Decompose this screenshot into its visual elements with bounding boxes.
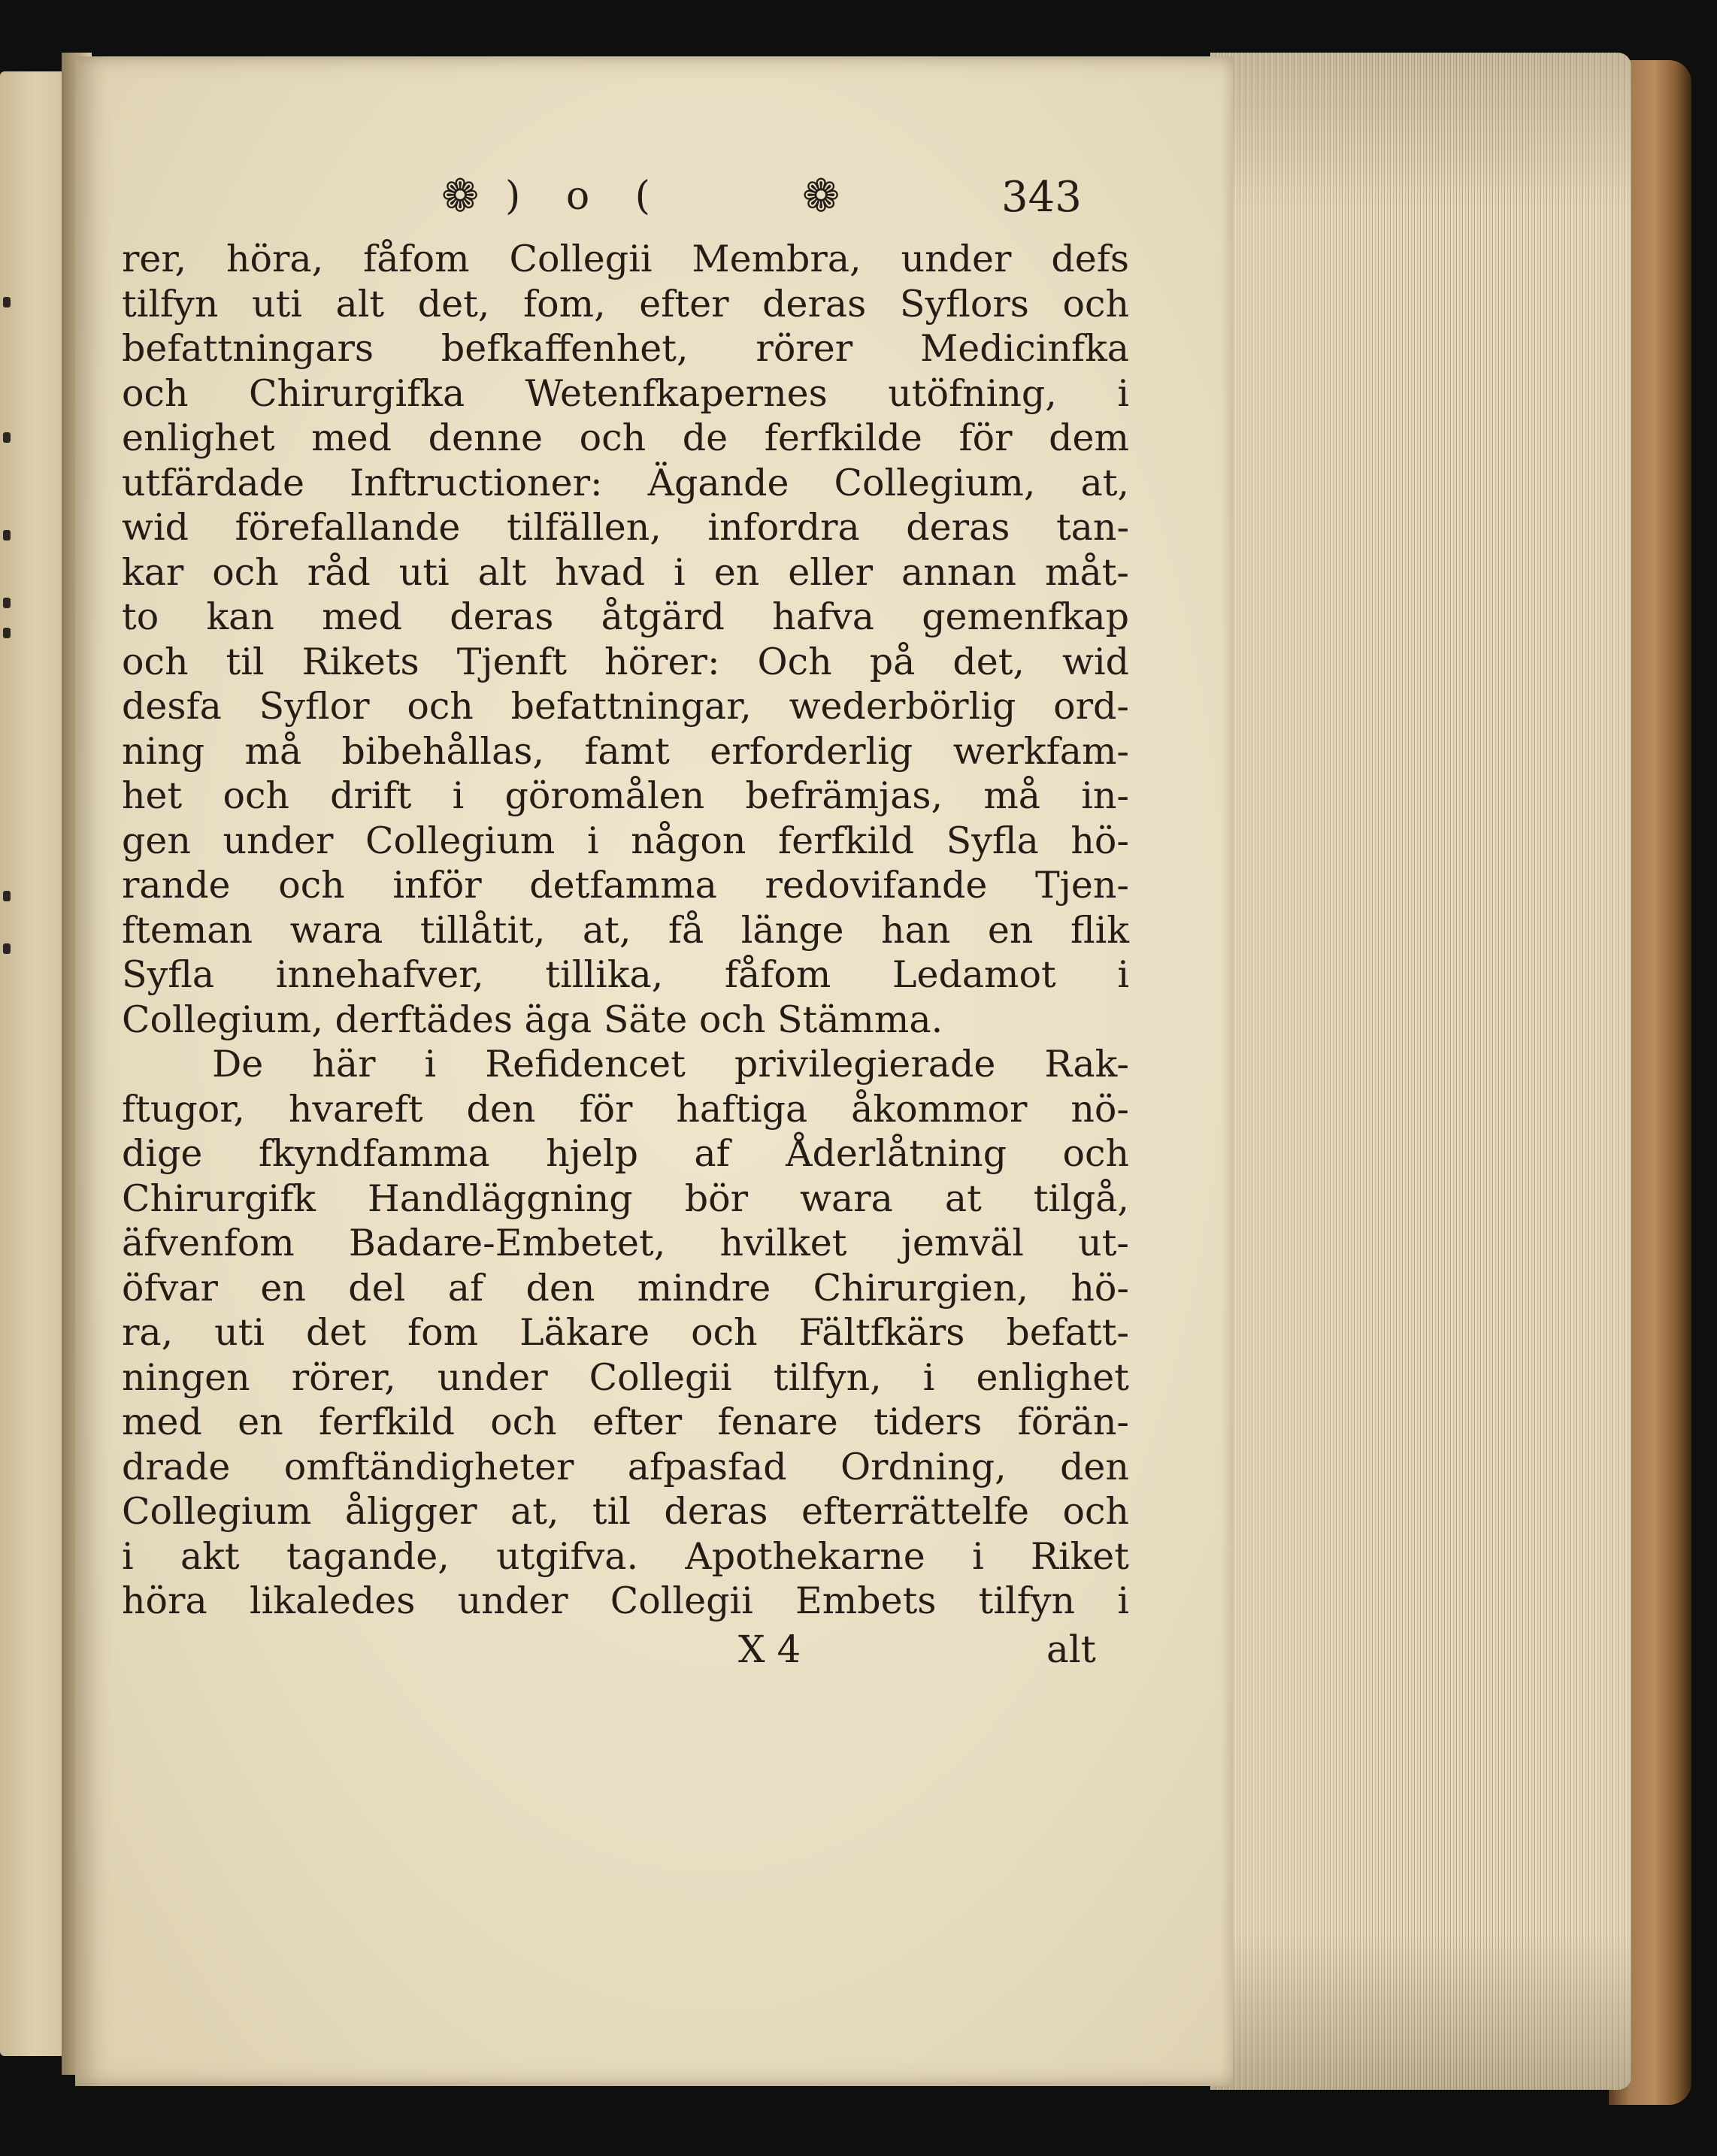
text-line: äfvenfom Badare-Embetet, hvilket jemväl ut- xyxy=(122,1222,1129,1264)
page-edge-stack xyxy=(1210,53,1631,2090)
left-page-ink-mark xyxy=(3,432,11,443)
left-page-ink-mark xyxy=(3,297,11,307)
text-line: ftugor, hvareft den för haftiga åkommor nö- xyxy=(122,1087,1129,1131)
book-page xyxy=(75,56,1233,2086)
text-line: i akt tagande, utgifva. Apothekarne i Riket xyxy=(122,1534,1129,1578)
text-line: rer, höra, fåfom Collegii Membra, under defs xyxy=(122,238,1129,280)
text-line: tilfyn uti alt det, fom, efter deras Syflors och xyxy=(122,282,1129,326)
left-page-ink-mark xyxy=(3,598,11,608)
text-line: het och drift i göromålen befrämjas, må in- xyxy=(122,774,1129,817)
left-page-ink-mark xyxy=(3,628,11,638)
running-head xyxy=(122,169,1129,237)
left-page-ink-mark xyxy=(3,943,11,954)
left-page-ink-mark xyxy=(3,530,11,541)
page-number: 343 xyxy=(1001,173,1082,222)
text-line: fteman wara tillåtit, at, få länge han en flik xyxy=(122,908,1129,952)
text-line: Syfla innehafver, tillika, fåfom Ledamot i xyxy=(122,953,1129,996)
text-line: drade omftändigheter afpasfad Ordning, den xyxy=(122,1445,1129,1488)
text-line: dige fkyndfamma hjelp af Åderlåtning och xyxy=(122,1132,1129,1175)
text-line: kar och råd uti alt hvad i en eller annan måt- xyxy=(122,550,1129,594)
signature-mark: X 4 xyxy=(738,1627,801,1671)
text-line: Chirurgifk Handläggning bör wara at tilgå, xyxy=(122,1176,1129,1220)
text-line: ning må bibehållas, famt erforderlig werkfam- xyxy=(122,729,1129,773)
paragraph-start-line: De här i Refidencet privilegierade Rak- xyxy=(212,1043,1129,1086)
text-line: befattningars befkaffenhet, rörer Medicinfka xyxy=(122,327,1129,370)
text-line: rande och inför detfamma redovifande Tjen- xyxy=(122,864,1129,907)
text-line: ningen rörer, under Collegii tilfyn, i enlighet xyxy=(122,1355,1129,1399)
text-line: ra, uti det fom Läkare och Fältfkärs befatt- xyxy=(122,1311,1129,1354)
text-line: höra likaledes under Collegii Embets tilfyn i xyxy=(122,1579,1129,1622)
text-line: öfvar en del af den mindre Chirurgien, hö- xyxy=(122,1266,1129,1310)
text-line: enlighet med denne och de ferfkilde för dem xyxy=(122,416,1129,459)
text-line: to kan med deras åtgärd hafva gemenfkap xyxy=(122,595,1129,638)
body-text xyxy=(122,237,1129,1624)
text-block xyxy=(122,169,1129,1672)
left-page-ink-mark xyxy=(3,891,11,901)
text-line: med en ferfkild och efter fenare tiders förän- xyxy=(122,1400,1129,1443)
text-line: utfärdade Inftructioner: Ägande Collegium, at, xyxy=(122,461,1129,504)
flower-ornament-icon: ❁ xyxy=(802,170,840,223)
running-head-center: ) o ( xyxy=(505,174,667,219)
text-line: Collegium, derftädes äga Säte och Stämma. xyxy=(122,998,943,1041)
text-line: och Chirurgifka Wetenfkapernes utöfning, i xyxy=(122,371,1129,415)
flower-ornament-icon: ❁ xyxy=(441,170,480,223)
text-line: Collegium åligger at, til deras efterrättelfe och xyxy=(122,1490,1129,1533)
page-footer xyxy=(122,1627,1129,1672)
text-line: wid förefallande tilfällen, infordra deras tan- xyxy=(122,506,1129,549)
catchword: alt xyxy=(1046,1627,1096,1671)
text-line: gen under Collegium i någon ferfkild Syfla hö- xyxy=(122,819,1129,862)
text-line: och til Rikets Tjenft hörer: Och på det, wid xyxy=(122,640,1129,683)
text-line: desfa Syflor och befattningar, wederbörlig ord- xyxy=(122,685,1129,728)
